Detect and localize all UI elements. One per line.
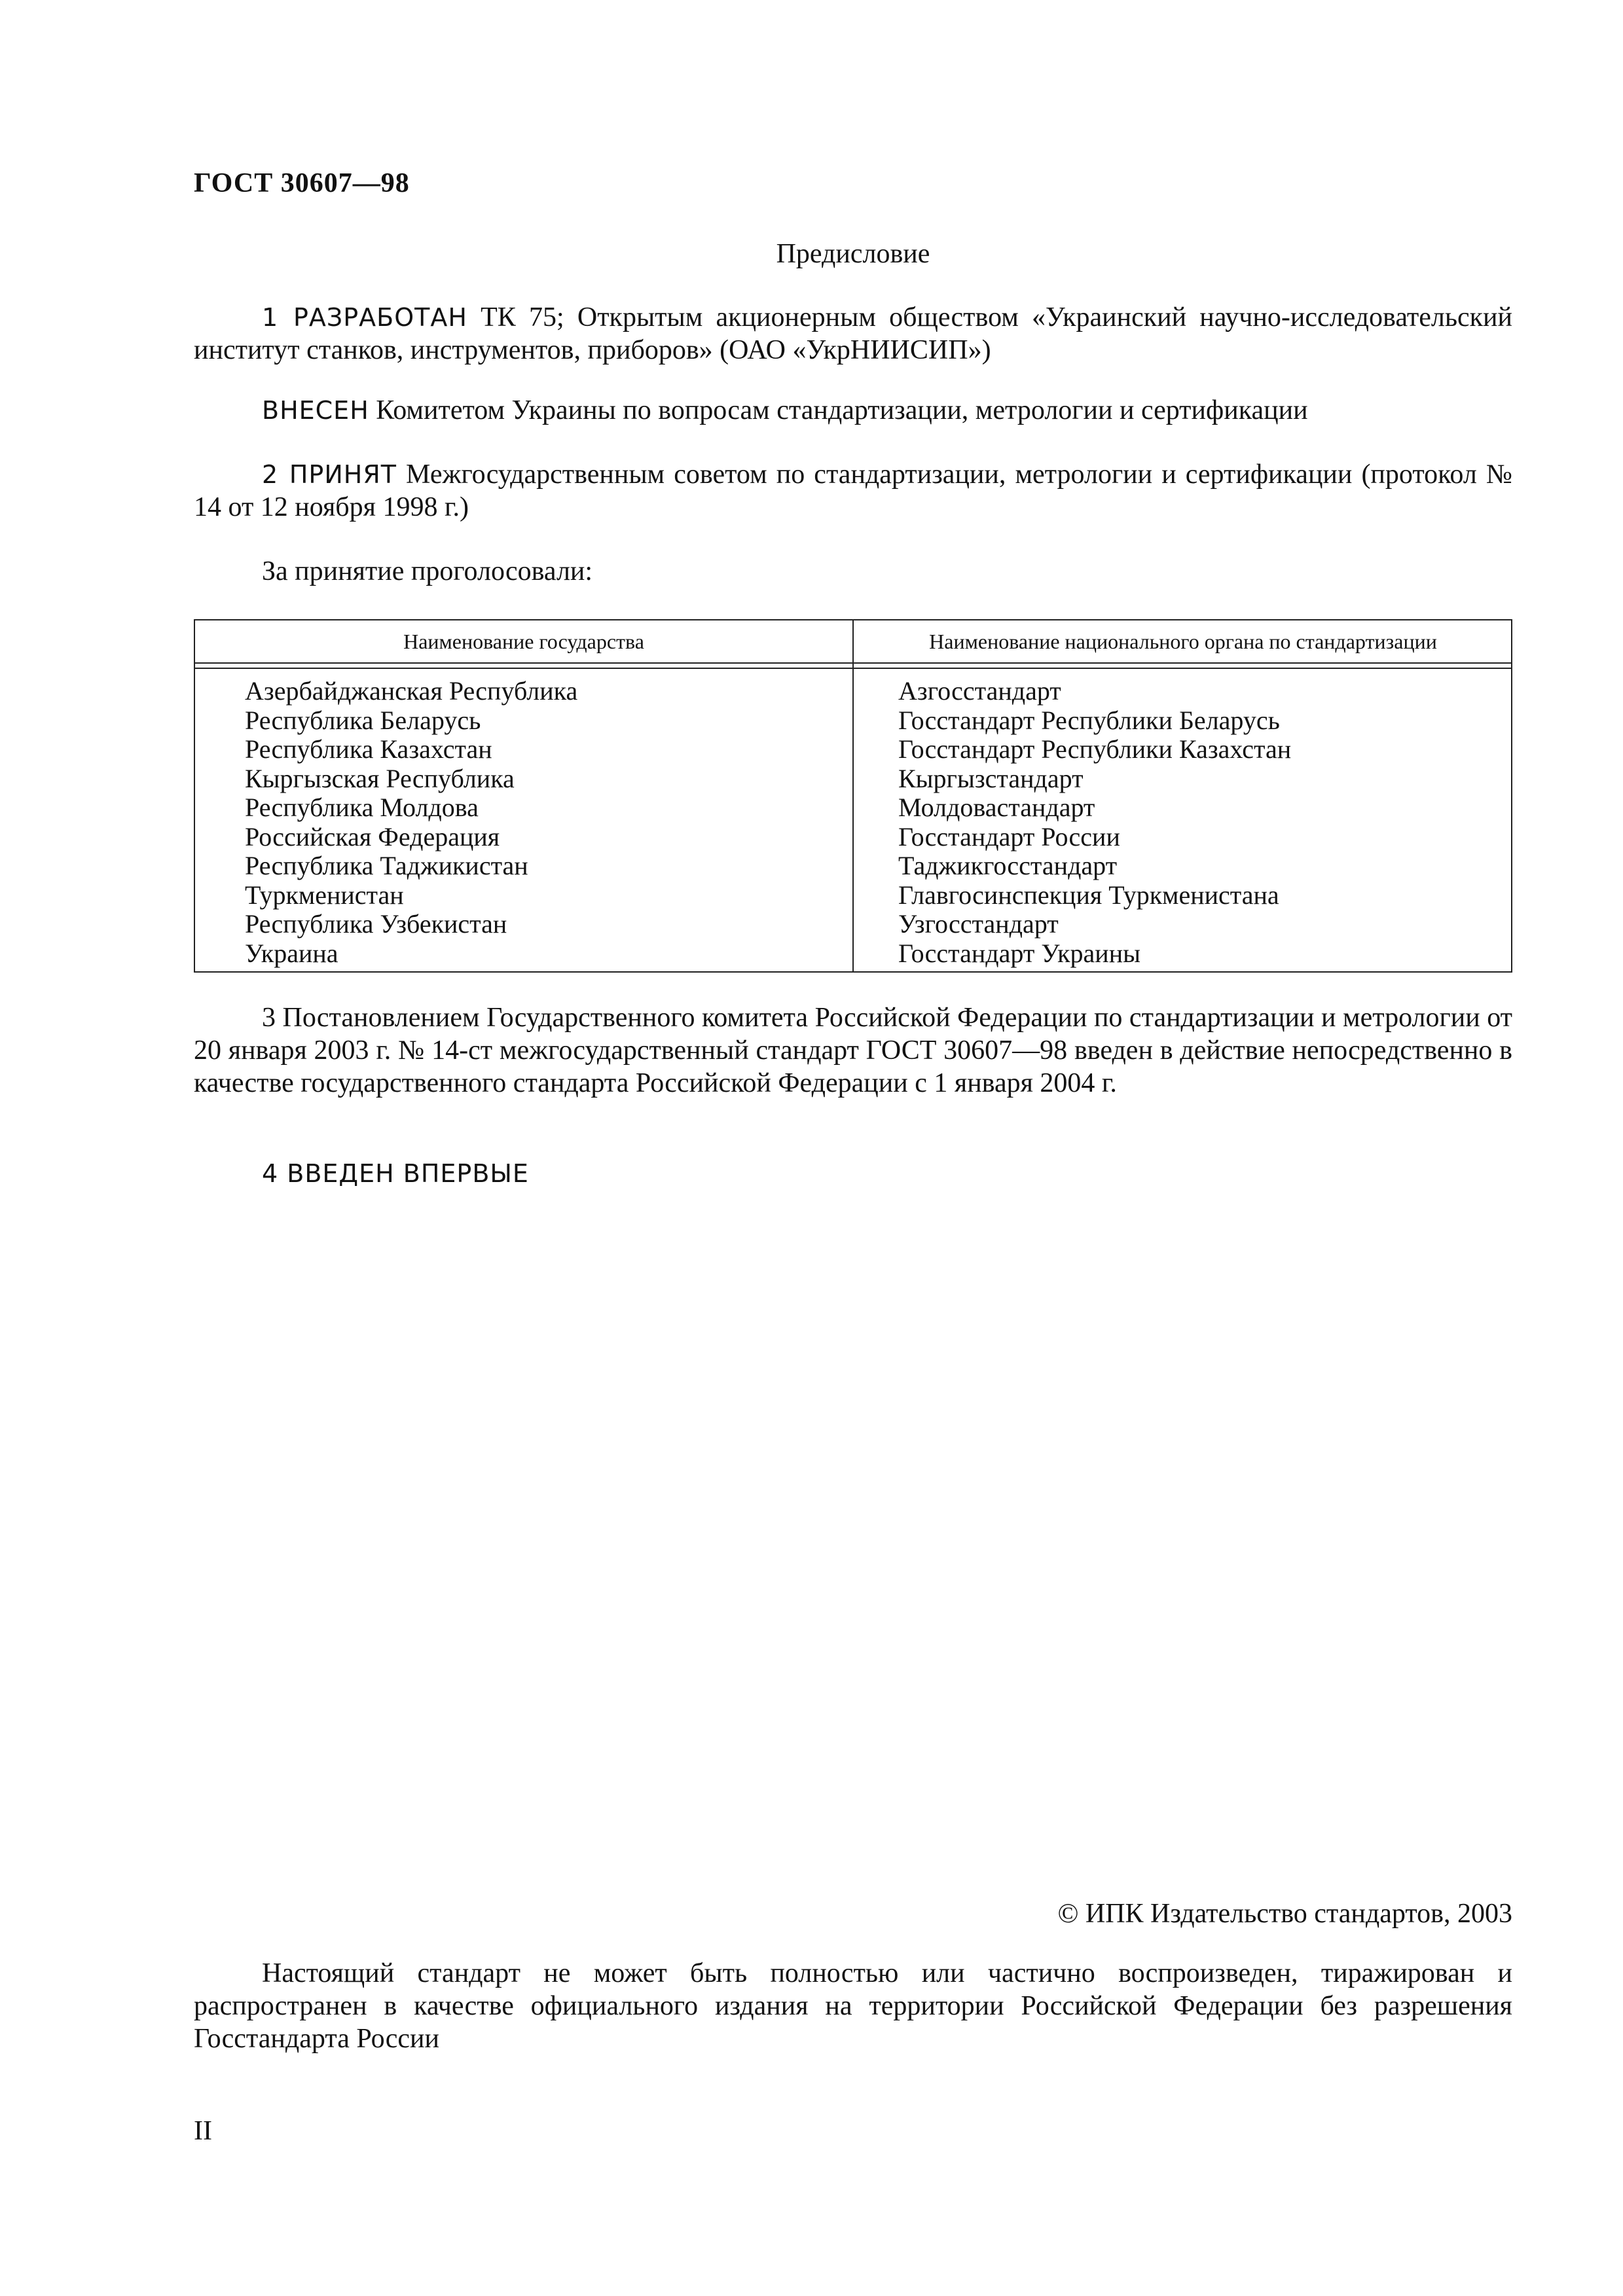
state-cell: Республика Молдова bbox=[245, 793, 479, 822]
state-cell: Республика Казахстан bbox=[245, 734, 492, 764]
state-cell: Республика Таджикистан bbox=[245, 851, 528, 880]
document-code: ГОСТ 30607—98 bbox=[194, 168, 410, 198]
header-rule-double bbox=[195, 668, 1511, 669]
state-cell: Украина bbox=[245, 938, 338, 968]
state-cell: Азербайджанская Республика bbox=[245, 676, 578, 706]
section-title: Предисловие bbox=[776, 239, 930, 269]
voted-label: За принятие проголосовали: bbox=[262, 556, 593, 586]
body-cell: Госстандарт Республики Казахстан bbox=[898, 734, 1292, 764]
introduced-paragraph bbox=[194, 394, 1512, 427]
state-cell: Республика Беларусь bbox=[245, 705, 481, 735]
body-cell: Кыргызстандарт bbox=[898, 763, 1084, 793]
body-cell: Главгосинспекция Туркменистана bbox=[898, 880, 1279, 910]
body-cell: Молдовастандарт bbox=[898, 793, 1095, 822]
states-list bbox=[245, 677, 577, 968]
introduced-text: Комитетом Украины по вопросам стандартизации, метрологии и сертификации bbox=[369, 395, 1308, 425]
state-cell: Туркменистан bbox=[245, 880, 404, 910]
body-cell: Таджикгосстандарт bbox=[898, 851, 1118, 880]
bodies-list bbox=[898, 677, 1291, 968]
item-1-text: ТК 75; Открытым акционерным обществом «Украинский научно-исследовательский институт станков, инструментов, приборов» (ОАО «УкрНИИСИП») bbox=[194, 302, 1512, 365]
body-cell: Узгосстандарт bbox=[898, 909, 1059, 939]
state-cell: Российская Федерация bbox=[245, 821, 500, 852]
reproduction-notice: Настоящий стандарт не может быть полностью или частично воспроизведен, тиражирован и распространен в качестве официального издания на территории Российской Федерации без разрешения Госстандарта России bbox=[194, 1958, 1512, 2054]
item-2-text: Межгосударственным советом по стандартизации, метрологии и сертификации (протокол № 14 от 12 ноября 1998 г.) bbox=[194, 459, 1512, 522]
state-cell: Республика Узбекистан bbox=[245, 909, 507, 939]
item-2-paragraph bbox=[194, 458, 1512, 524]
copyright-line: © ИПК Издательство стандартов, 2003 bbox=[1057, 1899, 1512, 1929]
item-1-paragraph bbox=[194, 301, 1512, 367]
item-2-lead: 2 ПРИНЯТ bbox=[262, 460, 397, 489]
body-cell: Госстандарт Украины bbox=[898, 938, 1140, 968]
column-header-body: Наименование национального органа по стандартизации bbox=[929, 630, 1437, 653]
column-divider bbox=[852, 620, 854, 971]
header-rule bbox=[195, 662, 1511, 664]
column-header-state: Наименование государства bbox=[403, 630, 644, 653]
state-cell: Кыргызская Республика bbox=[245, 763, 515, 793]
item-1-lead: 1 РАЗРАБОТАН bbox=[262, 303, 467, 332]
voting-table bbox=[194, 619, 1512, 973]
body-cell: Азгосстандарт bbox=[898, 676, 1061, 706]
item-3-paragraph: 3 Постановлением Государственного комитета Российской Федерации по стандартизации и метрологии от 20 января 2003 г. № 14-ст межгосударственный стандарт ГОСТ 30607—98 введен в действие непосредственно в качестве государственного стандарта Российской Федерации с 1 января 2004 г. bbox=[194, 1003, 1512, 1098]
item-4-paragraph: 4 ВВЕДЕН ВПЕРВЫЕ bbox=[262, 1159, 529, 1188]
body-cell: Госстандарт Республики Беларусь bbox=[898, 705, 1280, 735]
page-number: II bbox=[194, 2116, 212, 2146]
document-page bbox=[194, 0, 1512, 2296]
body-cell: Госстандарт России bbox=[898, 821, 1120, 852]
introduced-lead: ВНЕСЕН bbox=[262, 396, 369, 425]
